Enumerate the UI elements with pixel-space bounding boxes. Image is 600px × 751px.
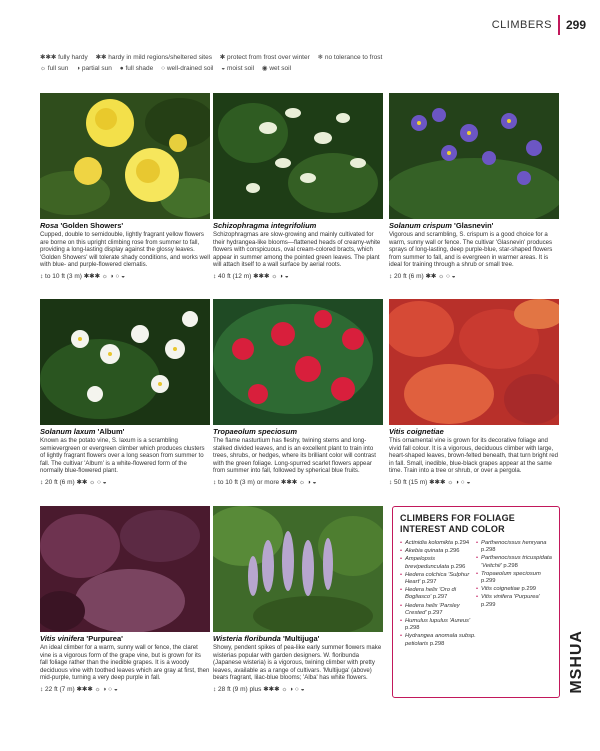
legend-item: ✱✱✱ fully hardy — [40, 54, 88, 61]
plant-photo — [213, 93, 383, 219]
list-item: • Tropaeolum speciosum p.299 — [476, 571, 552, 585]
plant-stats: ↕ 20 ft (6 m) ✱✱ ☼ ○ ◒ — [389, 272, 456, 280]
plant-entry — [40, 93, 210, 280]
legend-item: ☼ full sun — [40, 65, 69, 72]
plant-description: The flame nasturtium has fleshy, twining stems and long-stalked divided leaves, and is an excellent plant to train into trees, shrubs, or hedges, where its brilliant color will contrast with the green foliage. Long-spurred scarlet flowers appear from summer into fall, followed by spherical blue fruits. — [213, 437, 376, 475]
plant-stats: ↕ to 10 ft (3 m) ✱✱✱ ☼ ◑ ○ ◒ — [40, 272, 126, 280]
box-title: CLIMBERS FOR FOLIAGE INTEREST AND COLOR — [400, 513, 515, 534]
plant-entry — [213, 93, 383, 280]
list-item: • Parthenocissus henryana p.298 — [476, 540, 552, 554]
plant-photo — [389, 93, 559, 219]
legend-item: ✱ protect from frost over winter — [219, 54, 310, 61]
header-divider — [558, 15, 560, 35]
plant-stats: ↕ to 10 ft (3 m) or more ✱✱✱ ☼ ◑ ◒ — [213, 478, 317, 486]
plant-photo — [389, 299, 559, 425]
legend-item: ○ well-drained soil — [161, 65, 214, 72]
plant-name: Solanum laxum 'Album' — [40, 427, 125, 436]
hardiness-legend — [40, 52, 560, 63]
plant-stats: ↕ 40 ft (12 m) ✱✱✱ ☼ ◑ ◒ — [213, 272, 289, 280]
plant-name: Vitis vinifera 'Purpurea' — [40, 634, 123, 643]
page-number: 299 — [565, 18, 586, 32]
plant-description: Showy, pendent spikes of pea-like early summer flowers make wisterias popular with garden designers. W. floribunda (Japanese wisteria) is a vigorous, twining climber with pretty leaves, available as a range of cultivars. 'Multijuga' (above) bears fragrant, lilac-blue blooms; 'Alba' has white flowers. — [213, 644, 382, 682]
list-item: • Hedera helix 'Parsley Crested' p.297 — [400, 603, 476, 617]
list-item: • Hedera helix 'Oro di Bogliasco' p.297 — [400, 587, 476, 601]
section-title: CLIMBERS — [491, 19, 552, 31]
legend-item: ❄ no tolerance to frost — [317, 54, 383, 61]
list-item: • Vitis vinifera 'Purpurea' p.299 — [476, 594, 552, 608]
symbol-legend — [40, 52, 560, 74]
plant-name: Solanum crispum 'Glasnevin' — [389, 221, 494, 230]
box-list-left — [400, 540, 476, 649]
plant-description: Vigorous and scrambling, S. crispum is a good choice for a warm, sunny wall or fence. The cultivar 'Glasnevin' produces sprays of long-lasting, deep purple-blue, star-shaped flowers from summer to fall, and is evergreen in warmer areas. It is ideal for training through a shrub or small tree. — [389, 231, 553, 269]
plant-stats: ↕ 22 ft (7 m) ✱✱✱ ☼ ◑ ○ ◒ — [40, 685, 118, 693]
plant-photo — [213, 506, 383, 632]
plant-name: Tropaeolum speciosum — [213, 427, 298, 436]
foliage-interest-box — [392, 506, 560, 698]
plant-description: Cupped, double to semidouble, lightly fragrant yellow flowers are borne on this upright climbing rose from summer to fall, providing a long-lasting display against the glossy leaves. 'Golden Showers' will tolerate shady conditions, and works well with blue- and purple-flowered clematis. — [40, 231, 210, 269]
plant-photo — [40, 506, 210, 632]
legend-item: ● full shade — [119, 65, 154, 72]
plant-entry — [213, 506, 383, 693]
list-item: • Humulus lupulus 'Aureus' p.298 — [400, 618, 476, 632]
list-item: • Ampelopsis brevipedunculata p.296 — [400, 556, 476, 570]
watermark-text: MSHUA — [568, 630, 585, 694]
conditions-legend — [40, 63, 560, 74]
plant-description: This ornamental vine is grown for its decorative foliage and vivid fall colour. It is a vigorous, deciduous climber with large, heart-shaped leaves, brown-felted beneath, that turn bright red in fall. Small, inedible, blue-black grapes appear at the same time. Train into a tree or shrub, or over a pergola. — [389, 437, 559, 475]
legend-item: ◒ moist soil — [221, 65, 255, 72]
legend-item: ◑ partial sun — [76, 65, 112, 72]
plant-stats: ↕ 50 ft (15 m) ✱✱✱ ☼ ◑ ○ ◒ — [389, 478, 471, 486]
list-item: • Parthenocissus tricuspidata 'Veitchii' p.298 — [476, 555, 552, 569]
list-item: • Vitis coignetiae p.299 — [476, 586, 552, 593]
box-list-right — [476, 540, 552, 649]
plant-name: Vitis coignetiae — [389, 427, 444, 436]
plant-description: Schizophragmas are slow-growing and mainly cultivated for their hydrangea-like blooms—flattened heads of creamy-white flowers with conspicuous, oval cream-colored bracts, which appear in summer among the pointed green leaves. The plant will attach itself to a wall surface by aerial roots. — [213, 231, 381, 269]
plant-description: Known as the potato vine, S. laxum is a scrambling semievergreen or evergreen climber which produces clusters of lightly fragrant flowers over a long season from summer to fall. The cultivar 'Album' is a white-flowered form of the normally blue-flowered plant. — [40, 437, 205, 475]
plant-entry — [389, 299, 559, 486]
plant-entry — [213, 299, 383, 486]
plant-photo — [40, 93, 210, 219]
plant-name: Rosa 'Golden Showers' — [40, 221, 124, 230]
plant-photo — [40, 299, 210, 425]
plant-stats: ↕ 28 ft (9 m) plus ✱✱✱ ☼ ◑ ○ ◒ — [213, 685, 305, 693]
list-item: • Actinidia kolomikta p.294 — [400, 540, 476, 547]
legend-item: ✱✱ hardy in mild regions/sheltered sites — [95, 54, 212, 61]
legend-item: ◉ wet soil — [261, 65, 292, 72]
plant-description: An ideal climber for a warm, sunny wall or fence, the claret vine is a vigorous form of the grape vine, but is grown for its fall foliage rather than the inedible grapes. It is a woody deciduous vine with toothed leaves which are gray at first, then mid-purple, turning a very deep purple in fall. — [40, 644, 210, 682]
plant-entry — [40, 299, 210, 486]
list-item: • Hedera colchica 'Sulphur Heart' p.297 — [400, 572, 476, 586]
list-item: • Hydrangea anomala subsp. petiolaris p.298 — [400, 633, 476, 647]
plant-entry — [40, 506, 210, 693]
plant-name: Wisteria floribunda 'Multijuga' — [213, 634, 320, 643]
page-header — [492, 14, 586, 36]
plant-name: Schizophragma integrifolium — [213, 221, 317, 230]
plant-entry — [389, 93, 559, 280]
plant-stats: ↕ 20 ft (6 m) ✱✱ ☼ ○ ◒ — [40, 478, 107, 486]
list-item: • Akebia quinata p.296 — [400, 548, 476, 555]
plant-photo — [213, 299, 383, 425]
